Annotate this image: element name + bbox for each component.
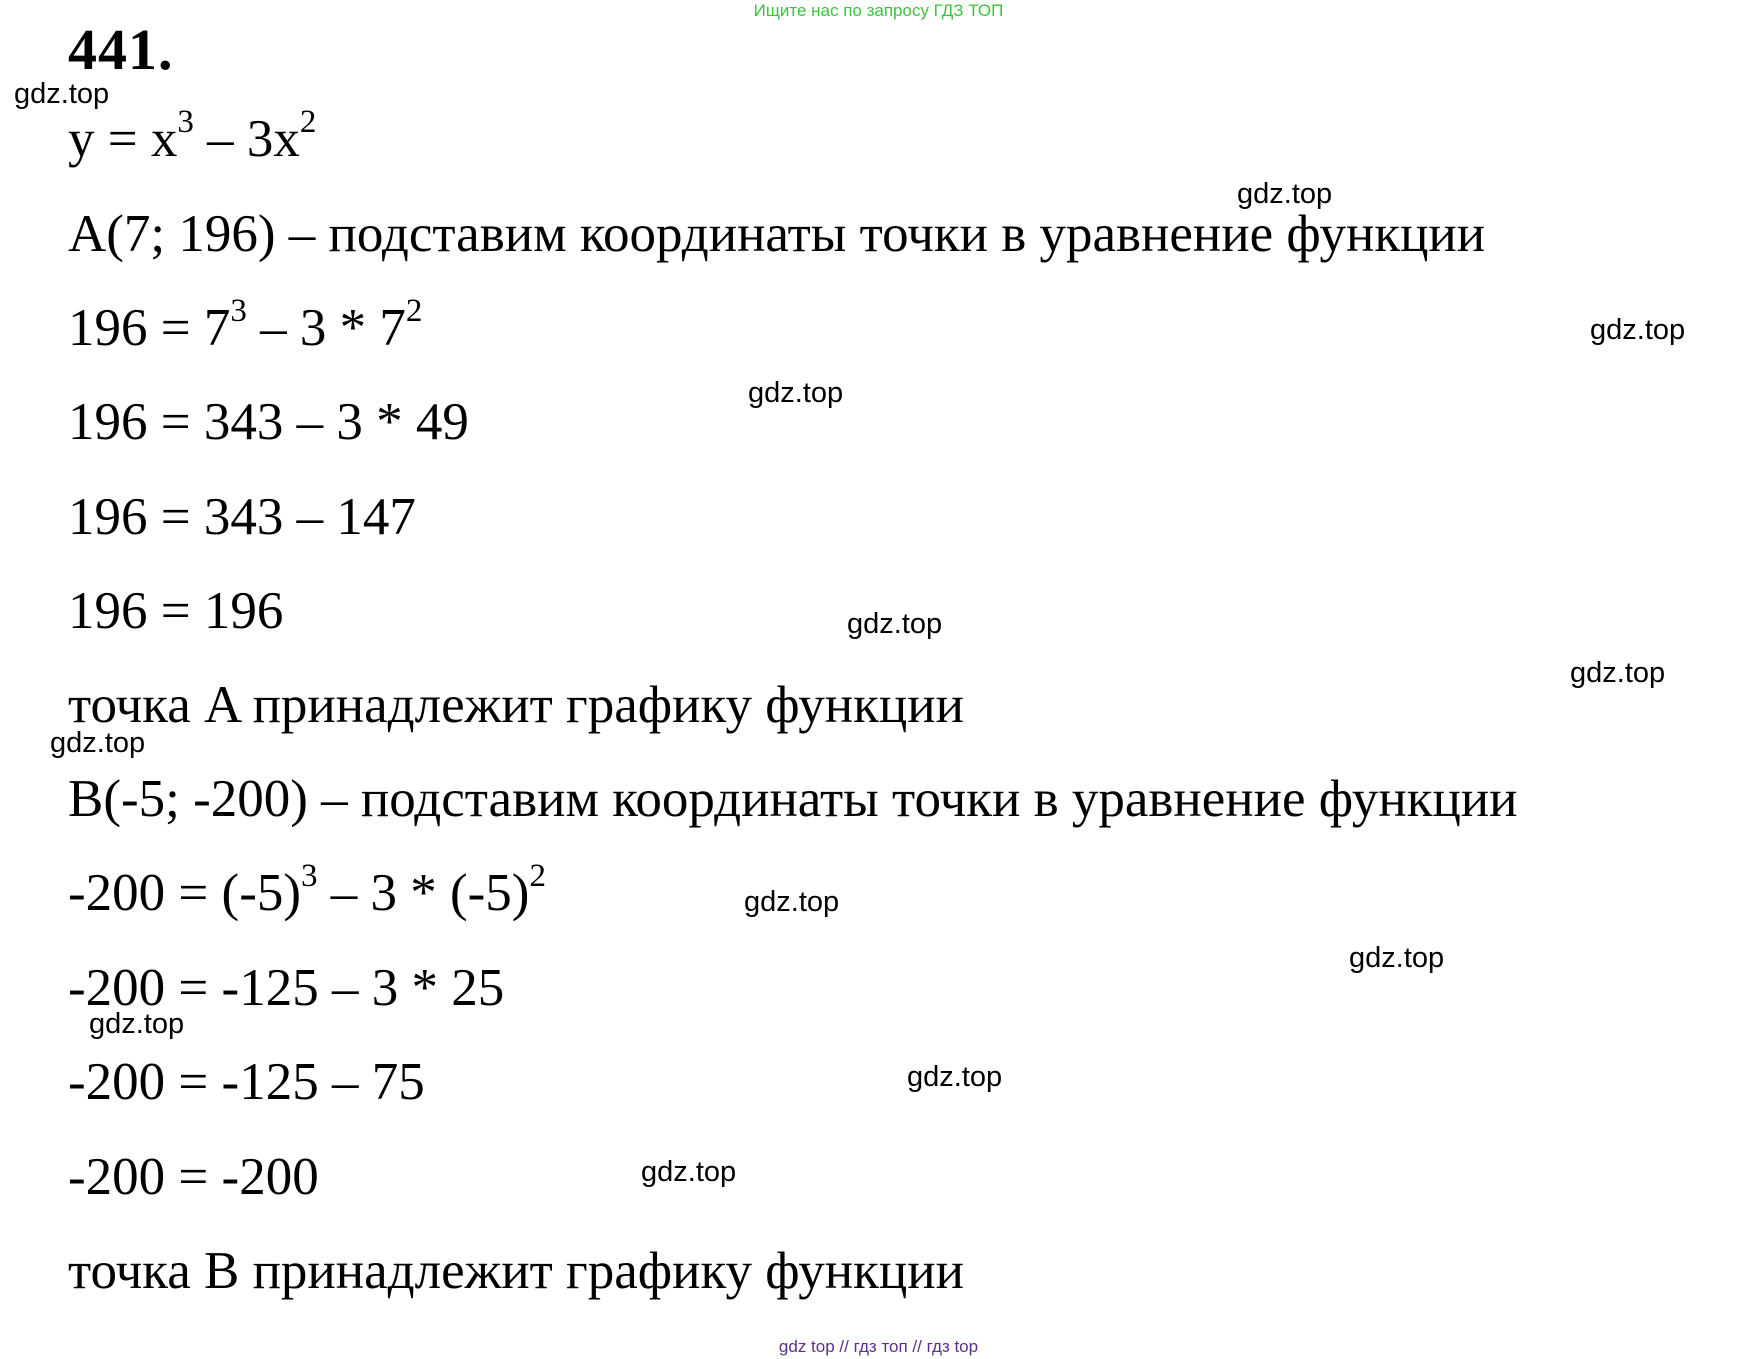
point-a-step-1-exp-1: 3 [230,293,247,329]
point-a-step-4: 196 = 196 [68,582,284,640]
watermark: gdz.top [1590,314,1686,346]
watermark: gdz.top [1349,942,1445,974]
point-b-step-1-a: -200 = (-5) [68,864,301,922]
point-b-step-1 [68,858,546,924]
point-a-step-3: 196 = 343 – 147 [68,488,416,546]
point-b-step-2: -200 = -125 – 3 * 25 [68,959,505,1017]
function-exp-2: 2 [299,104,317,140]
footer-watermark: gdz top // гдз топ // гдз top [778,1337,979,1356]
point-b-step-3: -200 = -125 – 75 [68,1053,425,1111]
point-a-step-1 [68,293,423,359]
watermark: gdz.top [50,727,146,759]
watermark: gdz.top [14,78,110,110]
point-a-conclusion: точка A принадлежит графику функции [68,676,964,734]
watermark: gdz.top [1237,178,1333,210]
watermark: gdz.top [847,608,943,640]
function-exp-1: 3 [177,104,194,140]
function-mid: – 3x [193,110,300,168]
point-a-step-1-exp-2: 2 [405,293,423,329]
point-a-step-1-a: 196 = 7 [68,299,231,357]
problem-number: 441. [68,17,174,82]
point-a-step-2: 196 = 343 – 3 * 49 [68,393,469,451]
watermark: gdz.top [744,886,840,918]
point-b-step-1-exp-1: 3 [301,858,318,894]
point-b-intro: B(-5; -200) – подставим координаты точки в уравнение функции [68,770,1518,828]
point-b-conclusion: точка B принадлежит графику функции [68,1242,964,1300]
point-b-step-1-exp-2: 2 [529,858,546,894]
watermark: gdz.top [89,1008,185,1040]
watermark: gdz.top [1570,657,1666,689]
function-equation [68,104,317,170]
point-b-step-4: -200 = -200 [68,1148,319,1206]
point-b-step-1-b: – 3 * (-5) [317,864,530,922]
watermark: gdz.top [641,1156,737,1188]
point-a-intro: A(7; 196) – подставим координаты точки в уравнение функции [68,205,1486,263]
watermark: gdz.top [748,377,844,409]
watermark: gdz.top [907,1061,1003,1093]
point-a-step-1-b: – 3 * 7 [246,299,406,357]
function-lhs: y = x [68,110,178,168]
top-banner: Ищите нас по запросу ГДЗ ТОП [753,1,1004,20]
